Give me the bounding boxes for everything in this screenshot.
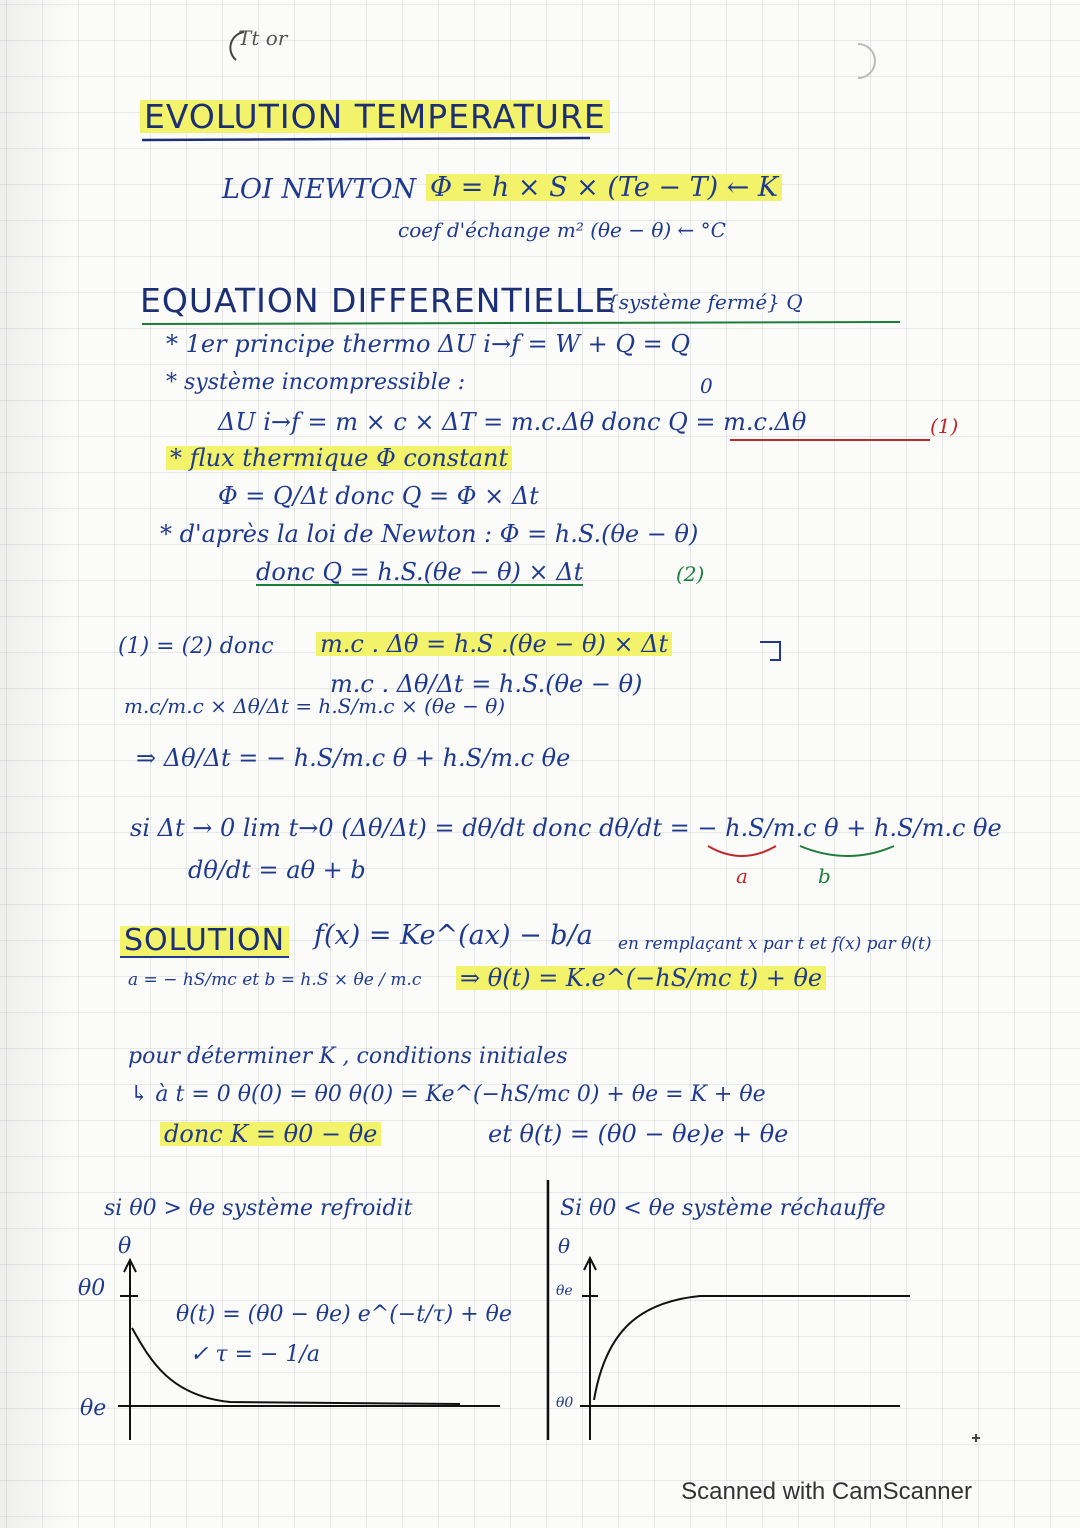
eq-line-3: ΔU i→f = m × c × ΔT = m.c.Δθ donc Q = m.c.Δθ — [218, 408, 807, 436]
initial-line: ↳ à t = 0 θ(0) = θ0 θ(0) = Ke^(−hS/mc 0) + θe = K + θe — [130, 1082, 766, 1107]
solution-coeffs: a = − hS/mc et b = h.S × θe / m.c — [128, 970, 422, 990]
deriv-line-1: (1) = (2) donc — [118, 634, 274, 659]
final-solution: et θ(t) = (θ0 − θe)e + θe — [488, 1120, 789, 1148]
graph-left-y-top: θ0 — [78, 1276, 106, 1301]
graph-right-y-axis-label: θ — [558, 1234, 571, 1258]
deriv-label-b: b — [818, 864, 831, 888]
solution-note: en remplaçant x par t et f(x) par θ(t) — [618, 934, 932, 954]
scanner-watermark: Scanned with CamScanner — [681, 1478, 972, 1505]
graph-right-caption: Si θ0 < θe système réchauffe — [560, 1196, 886, 1221]
graph-left-caption: si θ0 > θe système refroidit — [104, 1196, 413, 1221]
graph-right-curve — [594, 1296, 910, 1400]
graph-left-y-axis-label: θ — [118, 1234, 132, 1259]
eq-line-1: * 1er principe thermo ΔU i→f = W + Q = Q — [166, 330, 691, 358]
newton-formula: Φ = h × S × (Te − T) ← K — [426, 174, 782, 201]
eq-line-7: donc Q = h.S.(θe − θ) × Δt — [256, 558, 584, 586]
deriv-line-5: ⇒ Δθ/Δt = − h.S/m.c θ + h.S/m.c θe — [136, 744, 571, 772]
graph-left-tau: ✓ τ = − 1/a — [190, 1342, 320, 1367]
eq-line-2: * système incompressible : — [166, 370, 466, 395]
eq-line-6: * d'après la loi de Newton : Φ = h.S.(θe − θ) — [160, 520, 699, 548]
initial-title: pour déterminer K , conditions initiales — [128, 1044, 568, 1069]
section-subtitle-equation: {système fermé} Q — [606, 290, 803, 314]
solution-result: ⇒ θ(t) = K.e^(−hS/mc t) + θe — [456, 966, 826, 990]
graph-left-formula: θ(t) = (θ0 − θe) e^(−t/τ) + θe — [176, 1302, 512, 1327]
newton-notes: coef d'échange m² (θe − θ) ← °C — [398, 218, 726, 242]
deriv-line-7: dθ/dt = aθ + b — [188, 856, 366, 884]
eq-zero: 0 — [700, 374, 713, 398]
page-title: EVOLUTION TEMPERATURE — [140, 100, 610, 133]
graph-right-y-top: θe — [556, 1283, 573, 1299]
eq-line-5: Φ = Q/Δt donc Q = Φ × Δt — [218, 482, 539, 510]
eq-ref-1: (1) — [930, 414, 959, 438]
eq-line-4: * flux thermique Φ constant — [166, 446, 512, 470]
newton-label: LOI NEWTON — [222, 174, 417, 205]
deriv-line-4: m.c/m.c × Δθ/Δt = h.S/m.c × (θe − θ) — [124, 694, 506, 718]
graph-right-y-bottom: θ0 — [556, 1395, 574, 1411]
deriv-line-3: m.c . Δθ/Δt = h.S.(θe − θ) — [330, 670, 643, 698]
deriv-line-2: m.c . Δθ = h.S .(θe − θ) × Δt — [316, 632, 672, 656]
deriv-line-6: si Δt → 0 lim t→0 (Δθ/Δt) = dθ/dt donc dθ/dt = − h.S/m.c θ + h.S/m.c θe — [130, 814, 1002, 842]
corner-mark: Tt or — [238, 26, 288, 50]
solution-formula: f(x) = Ke^(ax) − b/a — [314, 920, 593, 951]
deriv-label-a: a — [736, 864, 748, 888]
k-result: donc K = θ0 − θe — [160, 1122, 381, 1146]
section-title-equation: EQUATION DIFFERENTIELLE — [140, 281, 616, 320]
section-title-solution: SOLUTION — [120, 926, 289, 958]
graph-left-curve — [132, 1328, 460, 1404]
graph-left-y-bottom: θe — [80, 1396, 107, 1421]
eq-ref-2: (2) — [676, 562, 705, 586]
